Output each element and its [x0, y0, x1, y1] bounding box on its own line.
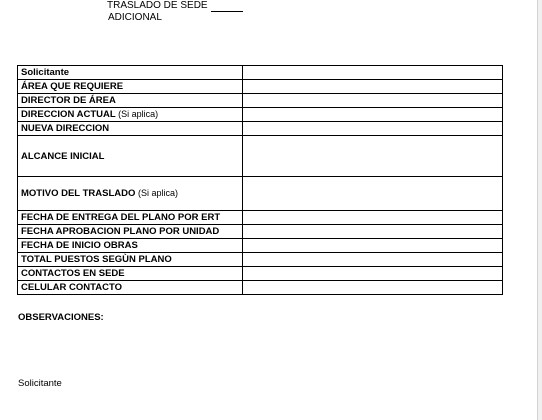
row-value[interactable]	[243, 211, 503, 225]
row-label: MOTIVO DEL TRASLADO (Si aplica)	[18, 177, 243, 211]
row-label: FECHA DE INICIO OBRAS	[18, 239, 243, 253]
table-row	[18, 136, 503, 177]
row-label: Solicitante	[18, 66, 243, 80]
row-value[interactable]	[243, 225, 503, 239]
row-value[interactable]	[243, 122, 503, 136]
row-label: CELULAR CONTACTO	[18, 281, 243, 295]
row-note: (Si aplica)	[138, 188, 179, 198]
row-label: ÁREA QUE REQUIERE	[18, 80, 243, 94]
row-label: DIRECTOR DE ÁREA	[18, 94, 243, 108]
row-value[interactable]	[243, 80, 503, 94]
row-value[interactable]	[243, 136, 503, 177]
row-note: (Si aplica)	[118, 109, 159, 119]
vertical-scrollbar[interactable]	[537, 0, 542, 420]
table-row	[18, 267, 503, 281]
table-row	[18, 253, 503, 267]
table-row	[18, 177, 503, 211]
row-label: FECHA APROBACION PLANO POR UNIDAD	[18, 225, 243, 239]
traslado-line	[107, 0, 243, 12]
table-row	[18, 94, 503, 108]
table-row	[18, 122, 503, 136]
row-value[interactable]	[243, 267, 503, 281]
request-form-table	[17, 65, 503, 295]
row-value[interactable]	[243, 66, 503, 80]
header-block	[107, 0, 243, 24]
table-row	[18, 66, 503, 80]
row-value[interactable]	[243, 253, 503, 267]
table-row	[18, 80, 503, 94]
row-value[interactable]	[243, 239, 503, 253]
signature-label: Solicitante	[18, 378, 62, 389]
adicional-label: ADICIONAL	[108, 12, 162, 23]
row-value[interactable]	[243, 108, 503, 122]
row-value[interactable]	[243, 177, 503, 211]
observaciones-label: OBSERVACIONES:	[18, 312, 104, 323]
row-label: ALCANCE INICIAL	[18, 136, 243, 177]
table-row	[18, 211, 503, 225]
row-label: CONTACTOS EN SEDE	[18, 267, 243, 281]
row-value[interactable]	[243, 94, 503, 108]
traslado-label: TRASLADO DE SEDE	[107, 0, 208, 11]
row-label: DIRECCION ACTUAL (Si aplica)	[18, 108, 243, 122]
row-label: TOTAL PUESTOS SEGÙN PLANO	[18, 253, 243, 267]
row-value[interactable]	[243, 281, 503, 295]
table-row	[18, 239, 503, 253]
table-row	[18, 108, 503, 122]
table-row	[18, 281, 503, 295]
row-label: FECHA DE ENTREGA DEL PLANO POR ERT	[18, 211, 243, 225]
table-row	[18, 225, 503, 239]
row-label: NUEVA DIRECCION	[18, 122, 243, 136]
traslado-blank[interactable]	[211, 2, 243, 12]
